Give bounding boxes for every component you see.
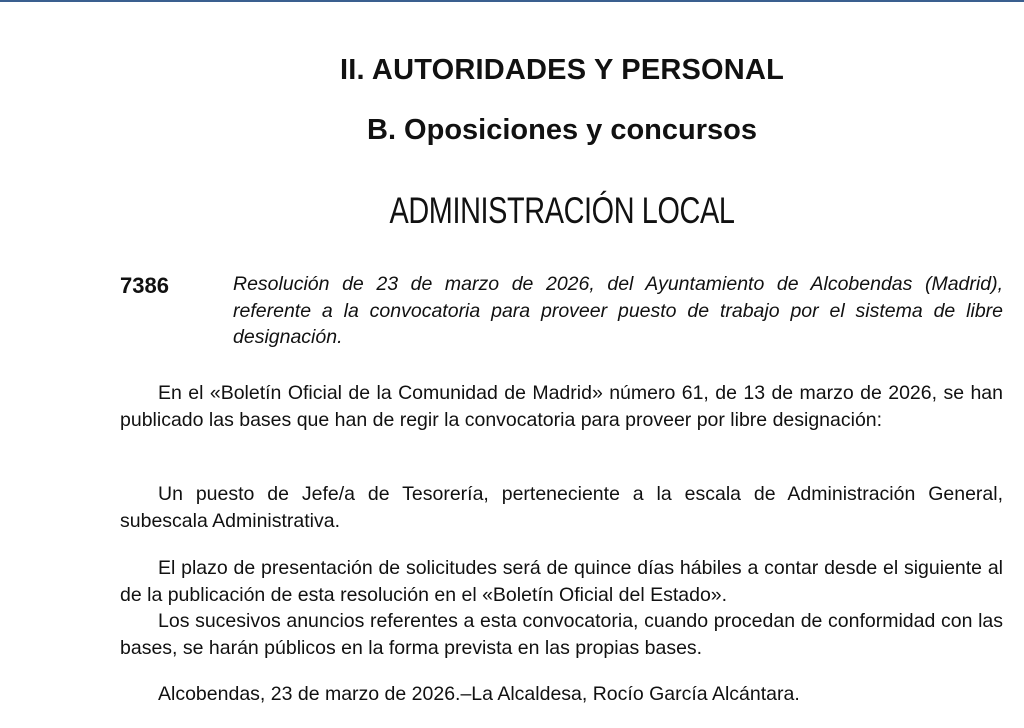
body-paragraph: Los sucesivos anuncios referentes a esta convocatoria, cuando procedan de conformidad con las bases, se harán públicos en la forma prevista en las propias bases. — [120, 610, 1003, 659]
body-paragraph: Un puesto de Jefe/a de Tesorería, perteneciente a la escala de Administración General, subescala Administrativa. — [120, 483, 1003, 532]
subsection-title: B. Oposiciones y concursos — [367, 114, 757, 146]
body-paragraph: En el «Boletín Oficial de la Comunidad de Madrid» número 61, de 13 de marzo de 2026, se han publicado las bases que han de regir la convocatoria para proveer por libre designación: — [120, 382, 1003, 431]
body-paragraph: El plazo de presentación de solicitudes será de quince días hábiles a contar desde el siguiente al de la publicación de esta resolución en el «Boletín Oficial del Estado». — [120, 557, 1003, 606]
resolution-summary: Resolución de 23 de marzo de 2026, del Ayuntamiento de Alcobendas (Madrid), referente a la convocatoria para proveer puesto de trabajo por el sistema de libre designación. — [233, 273, 1003, 348]
entry-number: 7386 — [120, 273, 169, 298]
signature-line: Alcobendas, 23 de marzo de 2026.–La Alcaldesa, Rocío García Alcántara. — [158, 683, 800, 705]
top-rule — [0, 0, 1024, 2]
section-title: II. AUTORIDADES Y PERSONAL — [339, 54, 785, 86]
administration-title: ADMINISTRACIÓN LOCAL — [389, 190, 735, 231]
